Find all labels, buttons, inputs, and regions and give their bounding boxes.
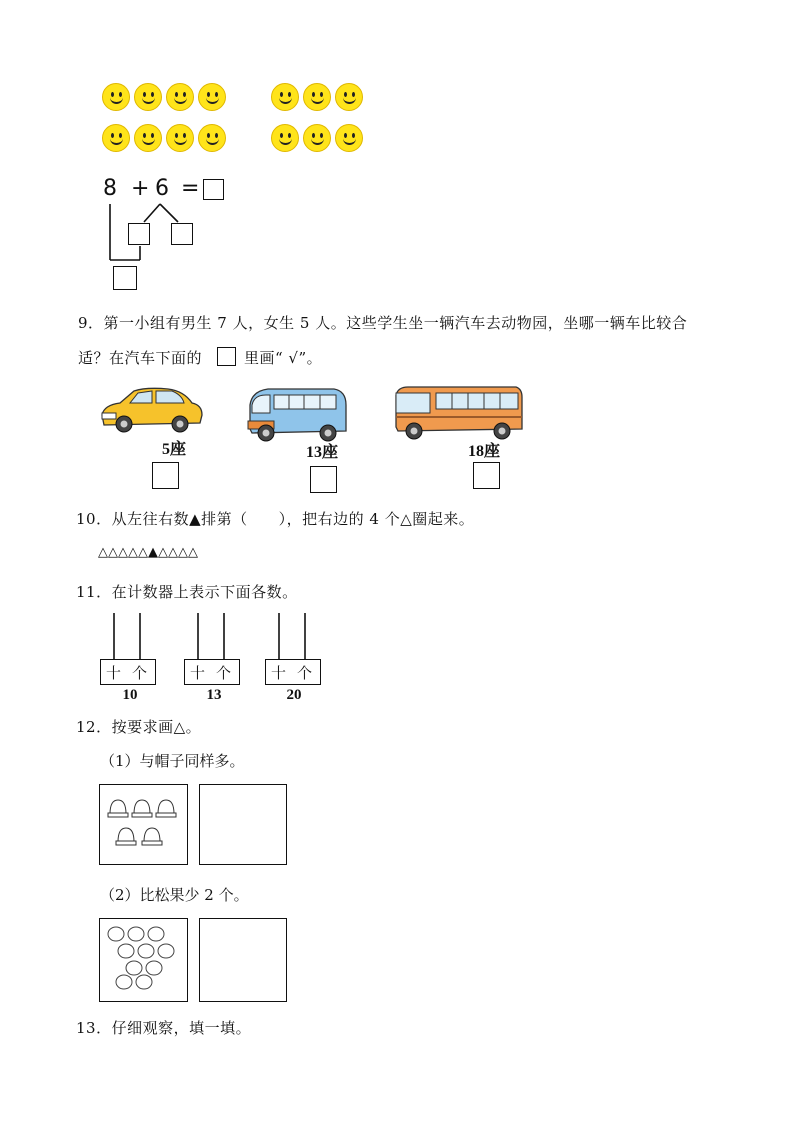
equals-sign: =	[181, 176, 200, 201]
smiley-icon	[335, 83, 363, 111]
bus-checkbox[interactable]	[473, 462, 500, 489]
tens-label: 十	[271, 664, 287, 682]
addend-b: 6	[155, 176, 169, 201]
ones-label: 个	[297, 664, 313, 682]
abacus-number: 10	[122, 687, 138, 703]
abacus-number: 13	[206, 687, 222, 703]
tens-label: 十	[190, 664, 206, 682]
seat-label-minibus: 13座	[306, 444, 339, 461]
seat-label-bus: 18座	[468, 443, 501, 460]
ones-label: 个	[132, 664, 148, 682]
q9-inline-box	[217, 347, 236, 366]
split-box-right[interactable]	[171, 223, 193, 245]
abacus-rods	[184, 613, 244, 661]
smiley-icon	[102, 83, 130, 111]
smiley-icon	[134, 124, 162, 152]
car-icon	[96, 385, 206, 435]
smiley-icon	[102, 124, 130, 152]
q9-text-line2a: 适？在汽车下面的	[78, 349, 203, 367]
sum-answer-box[interactable]	[203, 179, 224, 200]
plus-sign: +	[131, 176, 150, 201]
split-box-left[interactable]	[128, 223, 150, 245]
abacus-rods	[100, 613, 160, 661]
q13-text: 13．仔细观察，填一填。	[76, 1019, 252, 1037]
bus-icon	[392, 383, 526, 441]
seat-label-car: 5座	[162, 441, 187, 458]
draw-triangles-box-1[interactable]	[199, 784, 287, 865]
q9-text-line2b: 里画“ √”。	[244, 349, 323, 367]
minibus-checkbox[interactable]	[310, 466, 337, 493]
abacus-number: 20	[286, 687, 302, 703]
smiley-icon	[303, 124, 331, 152]
smiley-icon	[166, 124, 194, 152]
q11-text: 11．在计数器上表示下面各数。	[76, 583, 298, 601]
draw-triangles-box-2[interactable]	[199, 918, 287, 1002]
q12-sub1: （1）与帽子同样多。	[100, 752, 245, 770]
addend-a: 8	[103, 176, 117, 201]
smiley-icon	[134, 83, 162, 111]
smiley-icon	[335, 124, 363, 152]
q10-text: 10．从左往右数▲排第（ ），把右边的 4 个△圈起来。	[76, 510, 475, 528]
smiley-icon	[198, 124, 226, 152]
smiley-icon	[198, 83, 226, 111]
abacus-rods	[265, 613, 325, 661]
q9-text-line1: 9．第一小组有男生 7 人，女生 5 人。这些学生坐一辆汽车去动物园，坐哪一辆车比较合	[78, 314, 688, 332]
smiley-icon	[271, 124, 299, 152]
q12-text: 12．按要求画△。	[76, 718, 202, 736]
smiley-icon	[303, 83, 331, 111]
triangle-sequence: △△△△△▲△△△△	[98, 545, 198, 560]
minibus-icon	[244, 385, 350, 443]
smiley-icon	[271, 83, 299, 111]
smiley-icon	[166, 83, 194, 111]
q12-sub2: （2）比松果少 2 个。	[100, 886, 249, 904]
decomposition-lines	[100, 200, 210, 270]
ones-label: 个	[216, 664, 232, 682]
hats-icons	[104, 794, 184, 854]
tens-label: 十	[106, 664, 122, 682]
car-checkbox[interactable]	[152, 462, 179, 489]
ten-box[interactable]	[113, 266, 137, 290]
pinecone-icons	[104, 924, 184, 994]
